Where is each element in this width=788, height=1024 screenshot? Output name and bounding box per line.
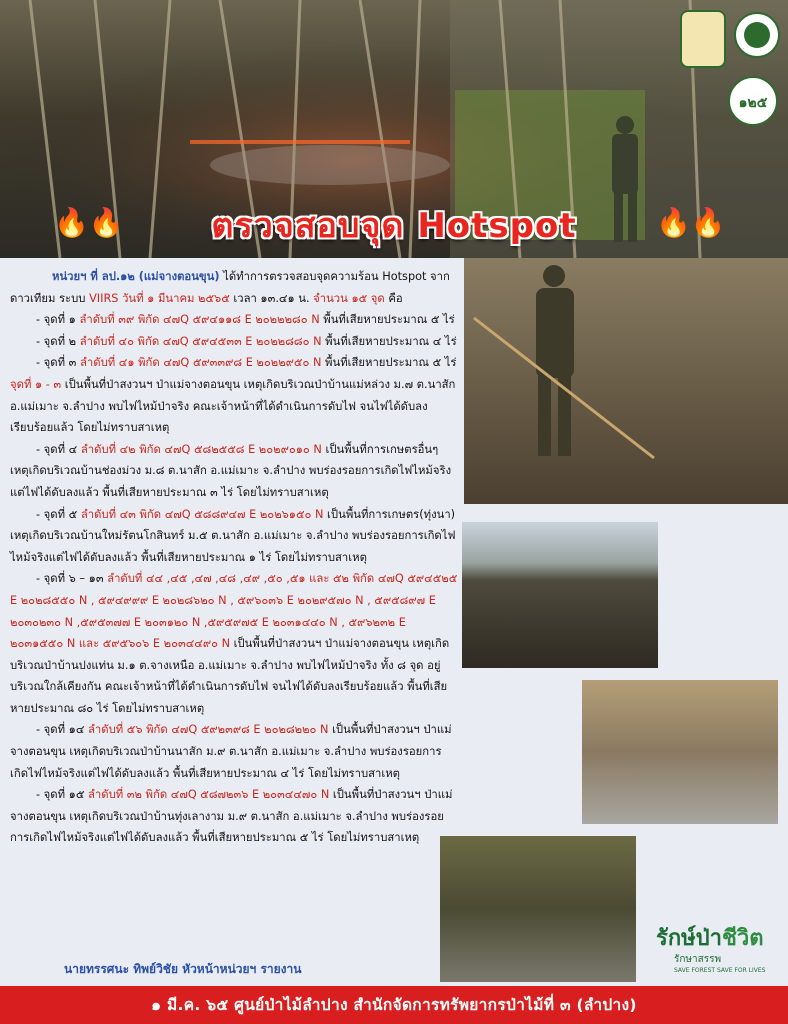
royal-forest-department-logo-icon [734, 12, 780, 58]
unit-name: หน่วยฯ ที่ ลป.๑๒ (แม่จางตอนขุน) [52, 270, 220, 283]
hotspot-coordinate: ลำดับที่ ๓๒ พิกัด ๔๗Q ๕๘๗๒๓๖ E ๒๐๓๔๔๗๐ N [87, 788, 330, 802]
hotspot-item: - จุดที่ ๑ ลำดับที่ ๓๙ พิกัด ๔๗Q ๕๙๔๑๑๘ E ๒๐๒๒๒๘๐ N พื้นที่เสียหายประมาณ ๕ ไร่ [36, 313, 455, 327]
fire-icon: 🔥🔥 [656, 206, 726, 239]
hotspot-range: จุดที่ ๑ - ๓ [10, 377, 62, 391]
footer-bar: ๑ มี.ค. ๖๕ ศูนย์ป่าไม้ลำปาง สำนักจัดการทรัพยากรป่าไม้ที่ ๓ (ลำปาง) [0, 986, 788, 1024]
hotspot-coordinate: ลำดับที่ ๔๑ พิกัด ๔๗Q ๕๙๓๓๙๘ E ๒๐๒๒๙๕๐ N [79, 356, 322, 370]
hotspot-item: - จุดที่ ๑๔ ลำดับที่ ๕๖ พิกัด ๔๗Q ๕๙๒๓๙๘ E ๒๐๒๘๒๒๐ N เป็นพื้นที่ป่าสงวนฯ ป่าแม่จางตอนขุน เหตุเกิดบริเวณป่าบ้านนาสัก ม.๙ ต.นาสัก อ.แม่เมาะ จ.ลำปาง พบร่องรอยการเกิดไฟไหม้จริงแต่ไฟได้ดับลงแล้ว พื้นที่เสียหายประมาณ ๔ ไร่ โดยไม่ทราบสาเหตุ [10, 723, 452, 780]
forest-department-seal-icon [680, 10, 726, 68]
photo-burnt-forest-floor [582, 680, 778, 824]
save-forest-logo: รักษ์ป่าชีวิต รักษาสรรพ SAVE FOREST SAVE FOR LIVES [656, 926, 766, 974]
fire-icon: 🔥🔥 [54, 206, 124, 239]
report-signer: นายทรรศนะ ทิพย์วิชัย หัวหน้าหน่วยฯ รายงาน [64, 962, 302, 976]
report-date: วันที่ ๑ มีนาคม ๒๕๖๕ [118, 291, 230, 305]
hotspot-item: - จุดที่ ๔ ลำดับที่ ๔๒ พิกัด ๔๗Q ๕๘๒๕๕๘ E ๒๐๒๙๐๑๐ N เป็นพื้นที่การเกษตรอื่นๆ เหตุเกิดบริเวณบ้านช่องม่วง ม.๘ ต.นาสัก อ.แม่เมาะ จ.ลำปาง พบร่องรอยการเกิดไฟไหม้จริงแต่ไฟได้ดับลงแล้ว พื้นที่เสียหายประมาณ ๓ ไร่ โดยไม่ทราบสาเหตุ [10, 442, 452, 499]
page-title: ตรวจสอบจุด Hotspot [211, 206, 577, 246]
hotspot-coordinate: ลำดับที่ ๔๐ พิกัด ๔๗Q ๕๙๔๕๓๓ E ๒๐๒๒๘๘๐ N [79, 334, 322, 348]
hotspot-count: จำนวน ๑๕ จุด [313, 291, 385, 305]
hotspot-item: - จุดที่ ๒ ลำดับที่ ๔๐ พิกัด ๔๗Q ๕๙๔๕๓๓ E ๒๐๒๒๘๘๐ N พื้นที่เสียหายประมาณ ๔ ไร่ [36, 334, 457, 348]
photo-officer-with-broom [464, 258, 788, 504]
photo-officers-in-forest [440, 836, 636, 982]
hotspot-item: - จุดที่ ๑๕ ลำดับที่ ๓๒ พิกัด ๔๗Q ๕๘๗๒๓๖ E ๒๐๓๔๔๗๐ N เป็นพื้นที่ป่าสงวนฯ ป่าแม่จางตอนขุน เหตุเกิดบริเวณป่าบ้านทุ่งเลางาม ม.๙ ต.นาสัก อ.แม่เมาะ จ.ลำปาง พบร่องรอยการเกิดไฟไหม้จริงแต่ไฟได้ดับลงแล้ว พื้นที่เสียหายประมาณ ๕ ไร่ โดยไม่ทราบสาเหตุ [10, 788, 453, 845]
hotspot-item: - จุดที่ ๕ ลำดับที่ ๔๓ พิกัด ๔๗Q ๕๘๘๙๔๗ E ๒๐๒๖๑๕๐ N เป็นพื้นที่การเกษตร(ทุ่งนา) เหตุเกิดบริเวณบ้านใหม่รัตนโกสินทร์ ม.๕ ต.นาสัก อ.แม่เมาะ จ.ลำปาง พบร่องรอยการเกิดไฟไหม้จริงแต่ไฟได้ดับลงแล้ว พื้นที่เสียหายประมาณ ๑ ไร่ โดยไม่ทราบสาเหตุ [10, 507, 456, 564]
hotspot-coordinate: ลำดับที่ ๔๓ พิกัด ๔๗Q ๕๘๘๙๔๗ E ๒๐๒๖๑๕๐ N [80, 507, 324, 521]
hotspot-coordinate: ลำดับที่ ๕๖ พิกัด ๔๗Q ๕๙๒๓๙๘ E ๒๐๒๘๒๒๐ N [87, 723, 329, 737]
report-intro: หน่วยฯ ที่ ลป.๑๒ (แม่จางตอนขุน) ได้ทำการตรวจสอบจุดความร้อน Hotspot จากดาวเทียม ระบบ VIIRS วันที่ ๑ มีนาคม ๒๕๖๕ เวลา ๑๓.๔๑ น. จำนวน ๑๕ จุด คือ [10, 270, 450, 305]
hotspot-coordinate: ลำดับที่ ๓๙ พิกัด ๔๗Q ๕๙๔๑๑๘ E ๒๐๒๒๒๘๐ N [79, 313, 320, 327]
hotspot-coordinate: ลำดับที่ ๔๒ พิกัด ๔๗Q ๕๘๒๕๕๘ E ๒๐๒๙๐๑๐ N [80, 442, 322, 456]
anniversary-125-logo-icon: ๑๒๕ [728, 76, 778, 126]
system-name: VIIRS [89, 291, 119, 305]
photo-field-officers [462, 522, 658, 668]
hotspot-coordinate: ลำดับที่ ๔๔ ,๔๕ ,๔๗ ,๔๘ ,๔๙ ,๕๐ ,๕๑ และ ๕๒ พิกัด ๔๗Q ๕๙๔๕๒๕ E ๒๐๒๘๕๕๐ N , ๕๙๔๙๙๙ E ๒๐๒๘๖๒๐ N , ๕๙๖๐๓๖ E ๒๐๒๙๕๗๐ N , ๕๙๕๘๙๗ E ๒๐๓๐๒๓๐ N ,๕๙๕๓๗๗ E ๒๐๓๑๒๐ N ,๕๙๕๙๗๕ E ๒๐๓๑๔๔๐ N , ๕๙๖๒๓๒ E ๒๐๓๑๕๕๐ N และ ๕๙๕๖๐๖ E ๒๐๓๔๔๙๐ N [10, 572, 458, 651]
hotspot-item: - จุดที่ ๖ – ๑๓ ลำดับที่ ๔๔ ,๔๕ ,๔๗ ,๔๘ ,๔๙ ,๕๐ ,๕๑ และ ๕๒ พิกัด ๔๗Q ๕๙๔๕๒๕ E ๒๐๒๘๕๕๐ N , ๕๙๔๙๙๙ E ๒๐๒๘๖๒๐ N , ๕๙๖๐๓๖ E ๒๐๒๙๕๗๐ N , ๕๙๕๘๙๗ E ๒๐๓๐๒๓๐ N ,๕๙๕๓๗๗ E ๒๐๓๑๒๐ N ,๕๙๕๙๗๕ E ๒๐๓๑๔๔๐ N , ๕๙๖๒๓๒ E ๒๐๓๑๕๕๐ N และ ๕๙๕๖๐๖ E ๒๐๓๔๔๙๐ N เป็นพื้นที่ป่าสงวนฯ ป่าแม่จางตอนขุน เหตุเกิดบริเวณป่าบ้านปงแท่น ม.๑ ต.จางเหนือ อ.แม่เมาะ จ.ลำปาง พบไฟไหม้ป่าจริง ทั้ง ๘ จุด อยู่บริเวณใกล้เคียงกัน คณะเจ้าหน้าที่ได้ดำเนินการดับไฟ จนไฟได้ดับลงเรียบร้อยแล้ว พื้นที่เสียหายประมาณ ๘๐ ไร่ โดยไม่ทราบสาเหตุ [10, 572, 458, 715]
report-body [10, 266, 458, 849]
hotspot-item: - จุดที่ ๓ ลำดับที่ ๔๑ พิกัด ๔๗Q ๕๙๓๓๙๘ E ๒๐๒๒๙๕๐ N พื้นที่เสียหายประมาณ ๕ ไร่ จุดที่ ๑ - ๓ เป็นพื้นที่ป่าสงวนฯ ป่าแม่จางตอนขุน เหตุเกิดบริเวณป่าบ้านแม่หล่วง ม.๗ ต.นาสัก อ.แม่เมาะ จ.ลำปาง พบไฟไหม้ป่าจริง คณะเจ้าหน้าที่ได้ดำเนินการดับไฟ จนไฟได้ดับลงเรียบร้อยแล้ว โดยไม่ทราบสาเหตุ [10, 356, 457, 435]
